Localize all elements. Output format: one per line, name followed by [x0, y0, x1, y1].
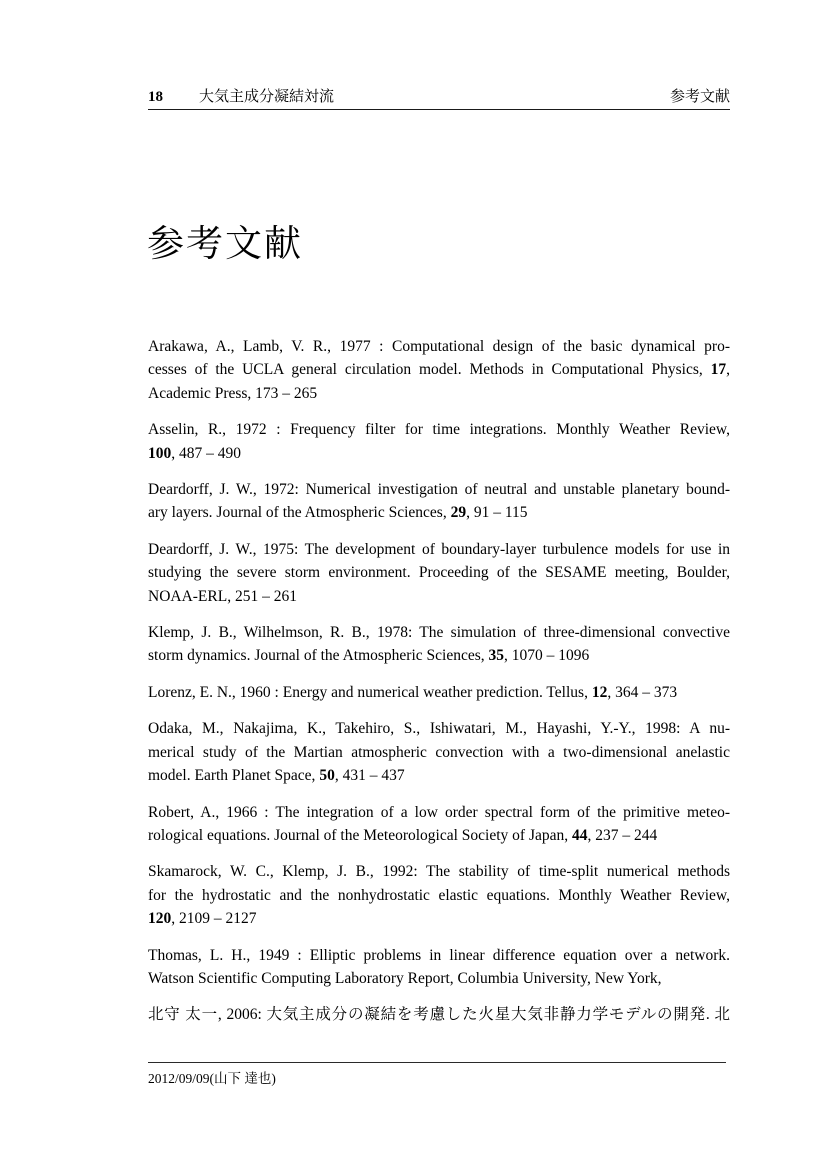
reference-line: Watson Scientific Computing Laboratory Report, Columbia University, New York, — [148, 969, 662, 987]
volume-number: 29 — [450, 504, 467, 522]
reference-entry — [148, 860, 730, 930]
reference-line: 120, 2109 – 2127 — [148, 910, 257, 928]
reference-line: for the hydrostatic and the nonhydrostatic elastic equations. Monthly Weather Review, — [148, 886, 730, 904]
volume-number: 12 — [591, 683, 608, 701]
reference-line: cesses of the UCLA general circulation model. Methods in Computational Physics, 17, — [148, 361, 730, 379]
reference-line: Odaka, M., Nakajima, K., Takehiro, S., Ishiwatari, M., Hayashi, Y.-Y., 1998: A nu- — [148, 720, 730, 738]
reference-line: model. Earth Planet Space, 50, 431 – 437 — [148, 767, 405, 785]
reference-line: Lorenz, E. N., 1960 : Energy and numerical weather prediction. Tellus, 12, 364 – 373 — [148, 683, 678, 701]
reference-entry — [148, 621, 730, 668]
references-list — [148, 335, 730, 1027]
volume-number: 100 — [148, 444, 172, 462]
reference-line: Skamarock, W. C., Klemp, J. B., 1992: The stability of time-split numerical methods — [148, 863, 730, 881]
reference-line: 北守 太一, 2006: 大気主成分の凝結を考慮した火星大気非静力学モデルの開発. 北 — [148, 1006, 730, 1024]
reference-entry — [148, 478, 730, 525]
volume-number: 44 — [571, 826, 588, 844]
reference-entry — [148, 335, 730, 405]
reference-entry — [148, 418, 730, 465]
page-number: 18 — [148, 89, 163, 105]
header-right-title: 参考文献 — [669, 88, 730, 105]
reference-entry — [148, 1003, 730, 1026]
reference-line: Thomas, L. H., 1949 : Elliptic problems in linear difference equation over a network. — [148, 946, 730, 964]
reference-line: ary layers. Journal of the Atmospheric Sciences, 29, 91 – 115 — [148, 504, 528, 522]
reference-line: Asselin, R., 1972 : Frequency filter for time integrations. Monthly Weather Review, — [148, 421, 730, 439]
reference-entry — [148, 944, 730, 991]
chapter-title: 参考文献 — [147, 223, 303, 264]
volume-number: 17 — [710, 361, 727, 379]
running-header — [148, 88, 730, 106]
reference-line: Klemp, J. B., Wilhelmson, R. B., 1978: The simulation of three-dimensional convective — [148, 624, 730, 642]
reference-entry — [148, 717, 730, 787]
reference-line: Robert, A., 1966 : The integration of a low order spectral form of the primitive meteo- — [148, 803, 730, 821]
reference-entry — [148, 801, 730, 848]
reference-line: NOAA-ERL, 251 – 261 — [148, 587, 297, 605]
reference-line: storm dynamics. Journal of the Atmospheric Sciences, 35, 1070 – 1096 — [148, 647, 590, 665]
footer-date: 2012/09/09(山下 達也) — [148, 1071, 276, 1086]
reference-entry — [148, 538, 730, 608]
volume-number: 50 — [319, 767, 335, 785]
reference-line: Deardorff, J. W., 1972: Numerical investigation of neutral and unstable planetary bound- — [148, 481, 730, 499]
reference-line: Arakawa, A., Lamb, V. R., 1977 : Computational design of the basic dynamical pro- — [148, 338, 730, 355]
volume-number: 120 — [148, 910, 172, 928]
reference-line: rological equations. Journal of the Meteorological Society of Japan, 44, 237 – 244 — [148, 826, 658, 844]
reference-line: Academic Press, 173 – 265 — [148, 384, 318, 402]
header-left-title: 大気主成分凝結対流 — [199, 88, 335, 105]
reference-entry — [148, 681, 730, 704]
reference-line: Deardorff, J. W., 1975: The development of boundary-layer turbulence models for use in — [148, 540, 730, 558]
reference-line: studying the severe storm environment. Proceeding of the SESAME meeting, Boulder, — [148, 564, 730, 582]
reference-line: 100, 487 – 490 — [148, 444, 241, 462]
page-footer — [148, 1062, 726, 1087]
reference-line: merical study of the Martian atmospheric convection with a two-dimensional anelastic — [148, 743, 730, 761]
volume-number: 35 — [488, 647, 505, 665]
header-rule — [148, 109, 730, 110]
